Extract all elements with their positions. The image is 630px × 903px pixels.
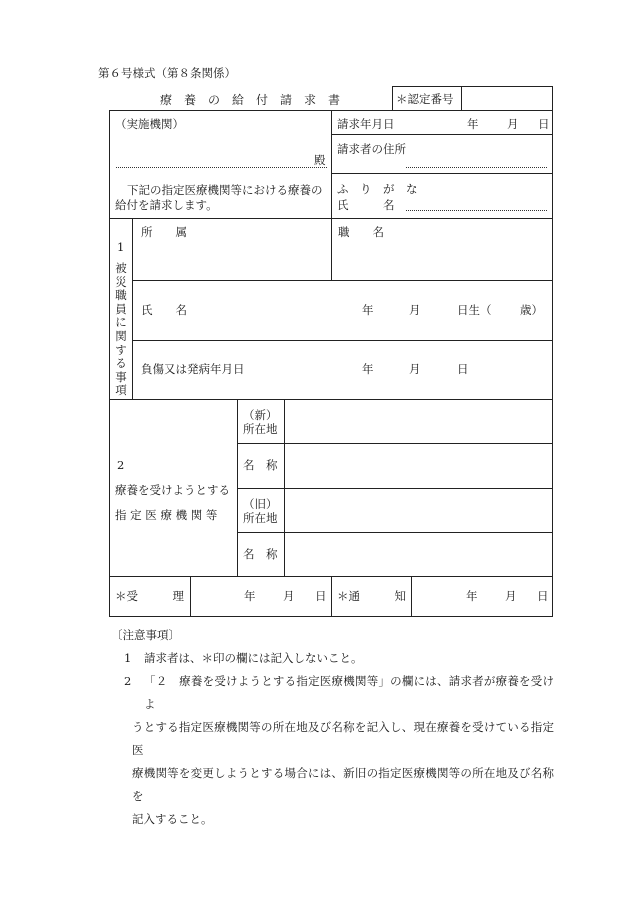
notice-label: ＊通 知 bbox=[337, 589, 406, 603]
old-tag: （旧） bbox=[243, 497, 278, 511]
old-name-label: 名 称 bbox=[243, 547, 278, 561]
old-location-label: 所在地 bbox=[243, 511, 278, 525]
certification-number-label: ＊認定番号 bbox=[396, 92, 454, 106]
note-2-text bbox=[132, 670, 554, 831]
claimant-address-label: 請求者の住所 bbox=[337, 142, 406, 156]
injury-year: 年 bbox=[362, 362, 374, 376]
birth-day: 日生（ bbox=[457, 303, 492, 317]
note-2-line-4: 記入すること。 bbox=[132, 812, 213, 826]
institution-name-field[interactable] bbox=[116, 136, 312, 164]
claim-date-day: 日 bbox=[538, 117, 550, 131]
birth-month: 月 bbox=[409, 303, 421, 317]
receipt-day: 日 bbox=[315, 589, 327, 603]
receipt-year: 年 bbox=[244, 589, 256, 603]
injury-month: 月 bbox=[409, 362, 421, 376]
honorific: 殿 bbox=[314, 153, 326, 167]
claim-date-month: 月 bbox=[507, 117, 519, 131]
receipt-label: ＊受 理 bbox=[115, 589, 184, 603]
injury-date-label: 負傷又は発病年月日 bbox=[141, 362, 245, 376]
institution-label: （実施機関） bbox=[115, 117, 184, 131]
form-title: 療 養 の 給 付 請 求 書 bbox=[160, 93, 341, 107]
position-label: 職 名 bbox=[338, 225, 384, 239]
claim-date-label: 請求年月日 bbox=[337, 117, 395, 131]
position-field[interactable] bbox=[334, 242, 550, 278]
note-2-line-3: 療機関等を変更しようとする場合には、新旧の指定医療機関等の所在地及び名称を bbox=[132, 766, 554, 803]
notice-month: 月 bbox=[505, 589, 517, 603]
request-text-line-1: 下記の指定医療機関等における療養の bbox=[127, 183, 323, 197]
claimant-name-label: 氏 名 bbox=[337, 198, 395, 212]
section-1-title: 被災職員に関する事項 bbox=[115, 261, 127, 398]
notice-day: 日 bbox=[537, 589, 549, 603]
claimant-furigana-label: ふ り が な bbox=[337, 182, 418, 196]
request-text-line-2: 給付を請求します。 bbox=[115, 198, 218, 212]
new-tag: （新） bbox=[243, 408, 278, 422]
section-2-title-line-2: 指 定 医 療 機 関 等 bbox=[115, 508, 218, 522]
affiliation-label: 所 属 bbox=[141, 225, 187, 239]
note-1-number: 1 bbox=[124, 651, 132, 665]
claim-date-year: 年 bbox=[467, 117, 479, 131]
claimant-address-field[interactable] bbox=[406, 150, 547, 166]
new-name-field[interactable] bbox=[287, 446, 550, 486]
note-1-line-1: 請求者は、＊印の欄には記入しないこと。 bbox=[144, 651, 363, 665]
note-2-line-1: 「２ 療養を受けようとする指定医療機関等」の欄には、請求者が療養を受けよ bbox=[144, 674, 554, 711]
claimant-name-field[interactable] bbox=[406, 193, 547, 209]
certification-number-field[interactable] bbox=[462, 86, 552, 110]
new-location-field[interactable] bbox=[287, 401, 550, 441]
new-location-label: 所在地 bbox=[243, 422, 278, 436]
employee-name-label: 氏 名 bbox=[141, 303, 187, 317]
age: 歳） bbox=[520, 303, 543, 317]
injury-day: 日 bbox=[457, 362, 469, 376]
birth-year: 年 bbox=[362, 303, 374, 317]
section-2-title-line-1: 療養を受けようとする bbox=[115, 483, 230, 497]
section-2-number: 2 bbox=[117, 458, 125, 472]
section-1-number: 1 bbox=[117, 240, 125, 254]
notice-year: 年 bbox=[466, 589, 478, 603]
old-location-field[interactable] bbox=[287, 490, 550, 530]
new-name-label: 名 称 bbox=[243, 458, 278, 472]
form-number: 第６号様式（第８条関係） bbox=[98, 66, 236, 80]
affiliation-field[interactable] bbox=[134, 242, 329, 278]
employee-name-field[interactable] bbox=[190, 296, 350, 324]
receipt-month: 月 bbox=[283, 589, 295, 603]
notes-heading: 〔注意事項〕 bbox=[111, 628, 180, 642]
note-2-line-2: うとする指定医療機関等の所在地及び名称を記入し、現在療養を受けている指定医 bbox=[132, 720, 554, 757]
note-2-number: 2 bbox=[124, 674, 132, 688]
old-name-field[interactable] bbox=[287, 535, 550, 574]
